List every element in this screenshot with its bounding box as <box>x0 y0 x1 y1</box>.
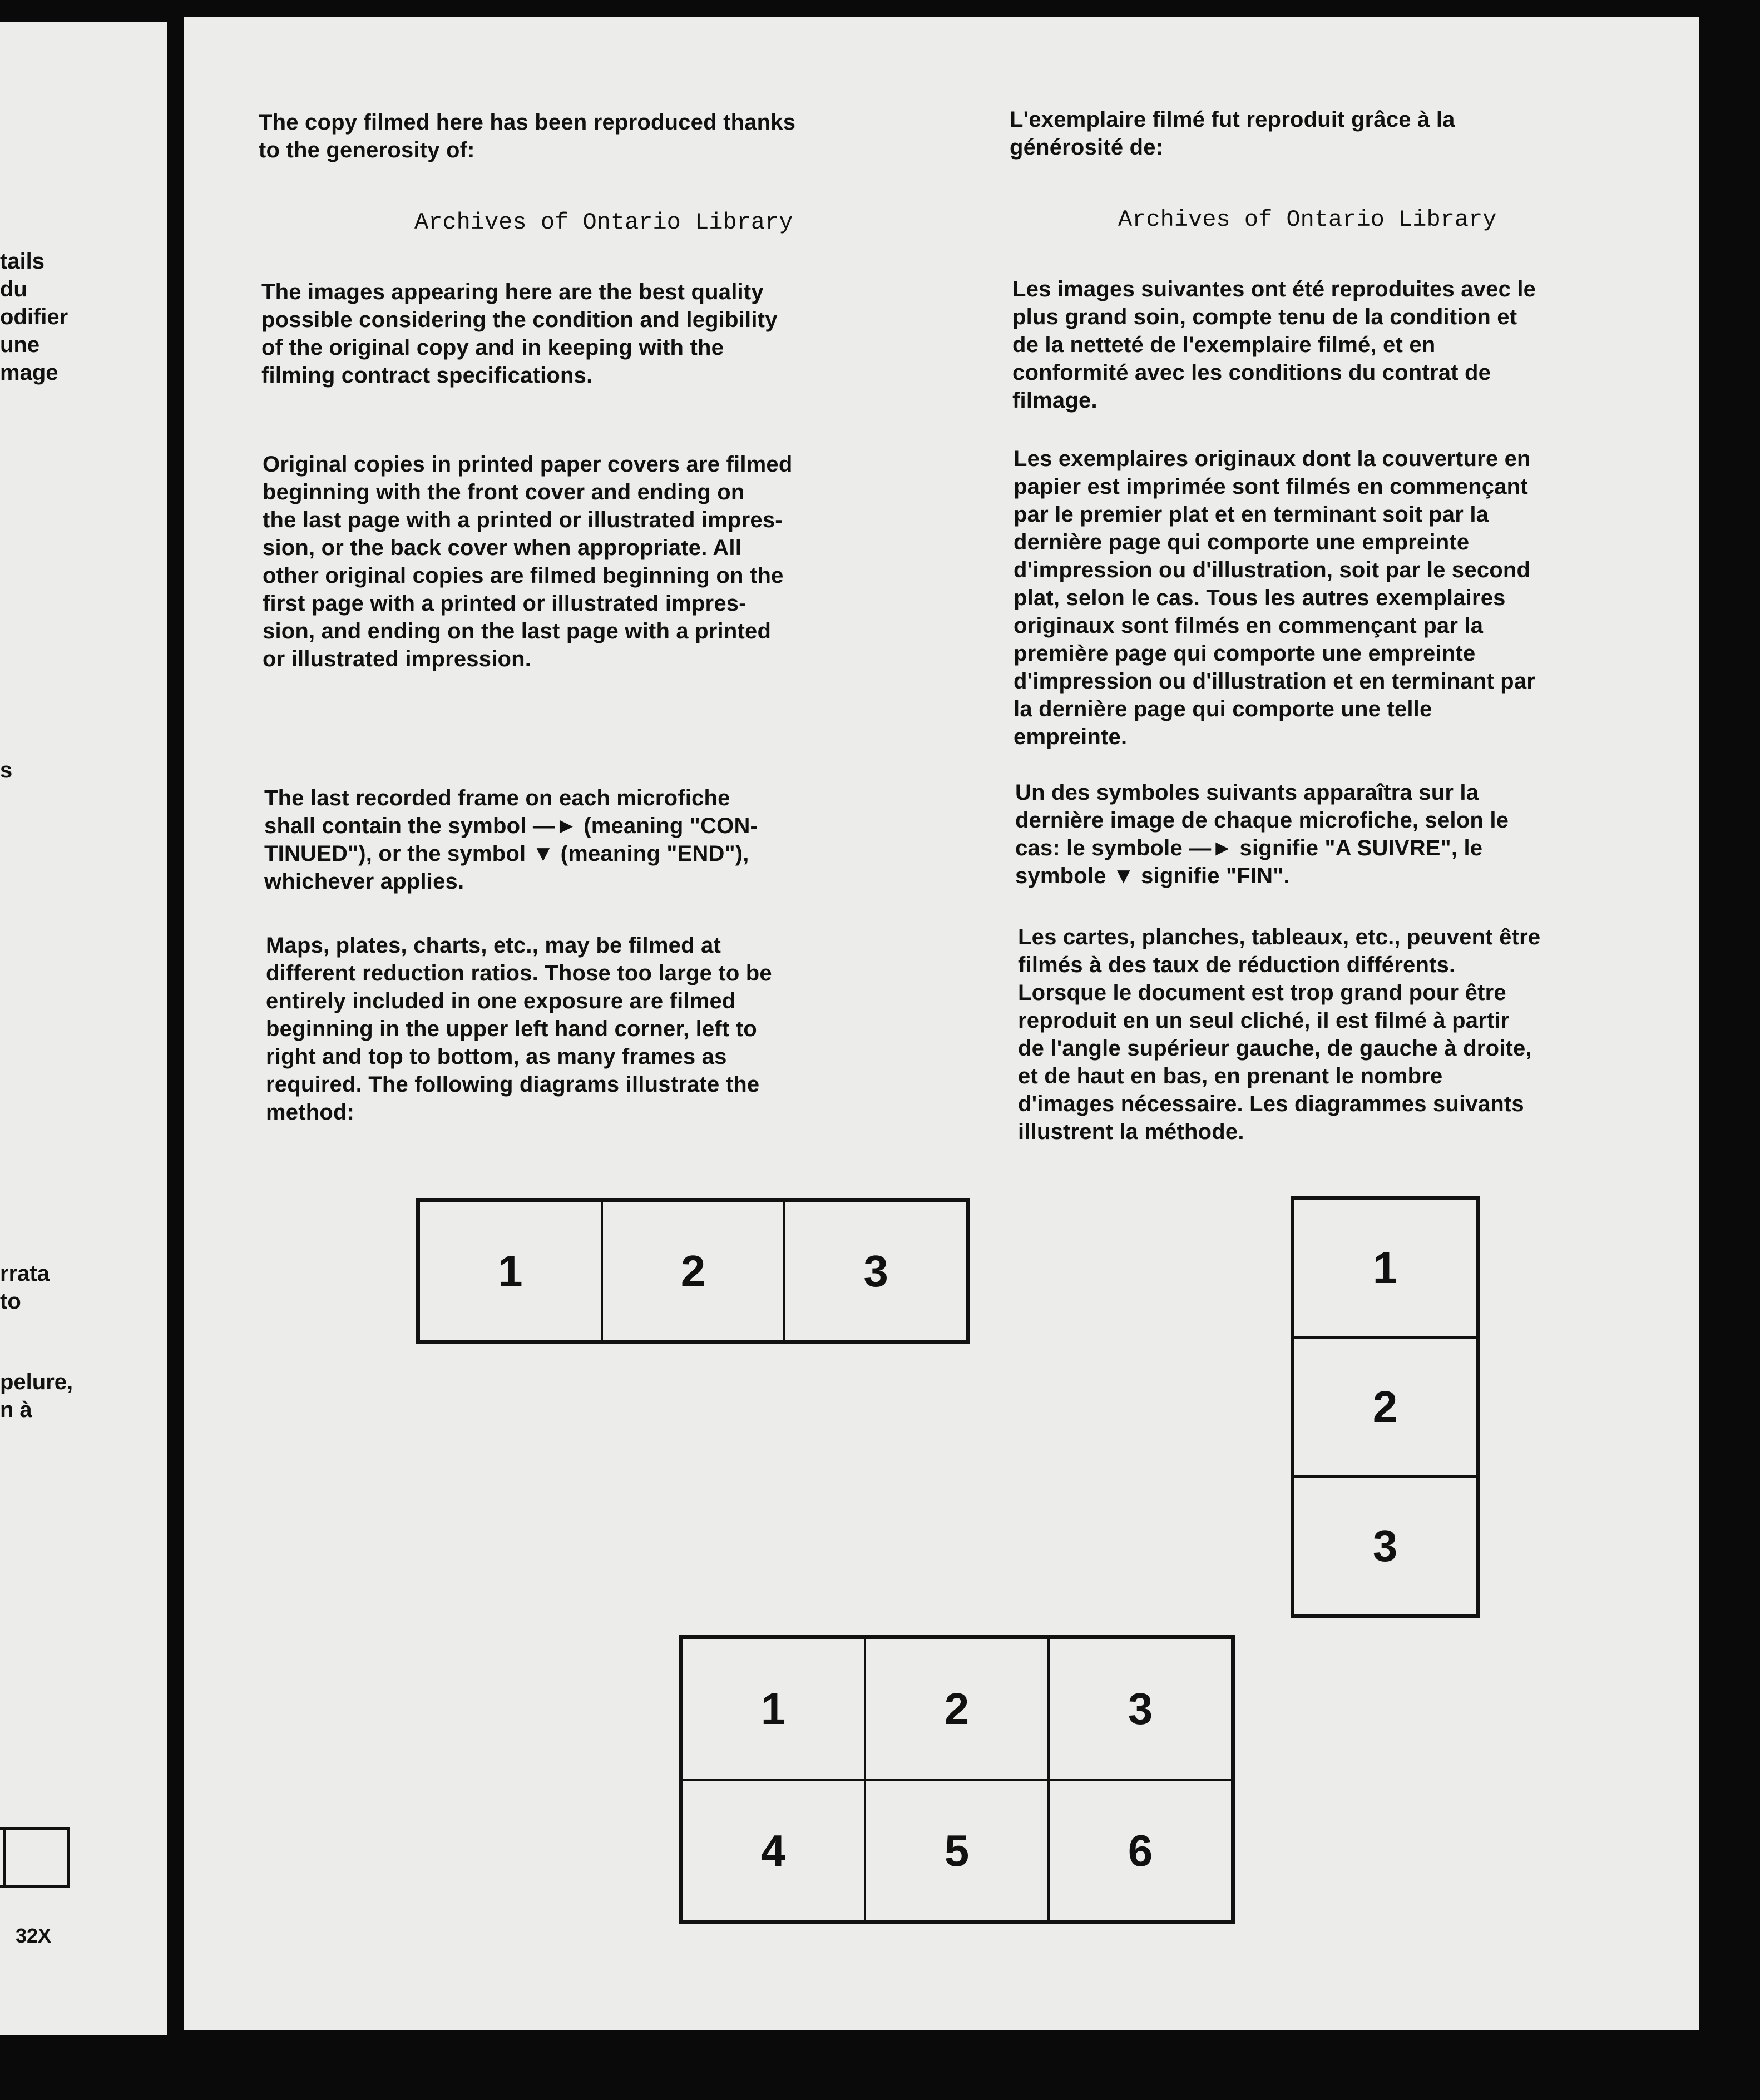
diagram-cell: 2 <box>602 1201 785 1341</box>
left-fragment-3: rrata to <box>0 1261 50 1314</box>
diagram-horizontal <box>416 1198 970 1344</box>
diagram-cell: 5 <box>865 1780 1049 1921</box>
english-covers-paragraph: Original copies in printed paper covers are filmed beginning with the front cover and ending on the last page with a printed or illustrated impres- sion, or the back cover when appropriate. All other original copies are filmed beginning on the first page with a printed or illustrated impres- sion, and ending on the last page with a printed or illustrated impression. <box>263 452 793 671</box>
diagram-cell: 2 <box>865 1638 1049 1780</box>
english-symbols-paragraph: The last recorded frame on each microfiche shall contain the symbol —► (meaning "CON- TINUED"), or the symbol ▼ (meaning "END"), whichever applies. <box>264 786 758 894</box>
previous-page-edge <box>0 22 167 2035</box>
diagram-cell: 6 <box>1049 1780 1232 1921</box>
diagram-cell: 1 <box>681 1638 865 1780</box>
english-thanks: The copy filmed here has been reproduced thanks to the generosity of: <box>259 110 796 162</box>
diagram-cell: 1 <box>419 1201 602 1341</box>
french-library-name: Archives of Ontario Library <box>1118 206 1497 233</box>
diagram-cell: 3 <box>784 1201 967 1341</box>
microfiche-target-page <box>184 17 1699 2030</box>
english-maps-paragraph: Maps, plates, charts, etc., may be filmed at different reduction ratios. Those too large to be entirely included in one exposure are filmed beginning in the upper left hand corner, left to right and top to bottom, as many frames as required. The following diagrams illustrate the method: <box>266 933 772 1125</box>
left-fragment-2: s <box>0 758 13 782</box>
french-thanks: L'exemplaire filmé fut reproduit grâce à la générosité de: <box>1010 107 1455 160</box>
reduction-label: 32X <box>16 1924 52 1947</box>
diagram-cell: 1 <box>1293 1198 1477 1338</box>
diagram-cell: 3 <box>1293 1477 1477 1616</box>
diagram-cell: 4 <box>681 1780 865 1921</box>
french-symbols-paragraph: Un des symboles suivants apparaîtra sur la dernière image de chaque microfiche, selon le cas: le symbole —► signifie "A SUIVRE", le symbole ▼ signifie "FIN". <box>1015 780 1509 888</box>
diagram-vertical <box>1291 1196 1480 1618</box>
english-library-name: Archives of Ontario Library <box>414 209 793 236</box>
reduction-target-box <box>0 1827 70 1888</box>
french-quality-paragraph: Les images suivantes ont été reproduites avec le plus grand soin, compte tenu de la condition et de la netteté de l'exemplaire filmé, et en conformité avec les conditions du contrat de filmage. <box>1012 277 1536 413</box>
left-fragment-4: pelure, n à <box>0 1370 73 1422</box>
english-quality-paragraph: The images appearing here are the best quality possible considering the condition and legibility of the original copy and in keeping with the filming contract specifications. <box>261 280 778 388</box>
french-covers-paragraph: Les exemplaires originaux dont la couverture en papier est imprimée sont filmés en commençant par le premier plat et en terminant soit par la dernière page qui comporte une empreinte d'impression ou d'illustration, soit par le second plat, selon le cas. Tous les autres exemplaires originaux sont filmés en commençant par la première page qui comporte une empreinte d'impression ou d'illustration et en terminant par la dernière page qui comporte une telle empreinte. <box>1014 447 1536 749</box>
diagram-cell: 3 <box>1049 1638 1232 1780</box>
diagram-cell: 2 <box>1293 1338 1477 1477</box>
left-fragment-1: tails du odifier une mage <box>0 249 68 385</box>
french-maps-paragraph: Les cartes, planches, tableaux, etc., peuvent être filmés à des taux de réduction différents. Lorsque le document est trop grand pour être reproduit en un seul cliché, il est filmé à partir de l'angle supérieur gauche, de gauche à droite, et de haut en bas, en prenant le nombre d'images nécessaire. Les diagrammes suivants illustrent la méthode. <box>1018 925 1541 1144</box>
diagram-grid <box>679 1635 1235 1924</box>
